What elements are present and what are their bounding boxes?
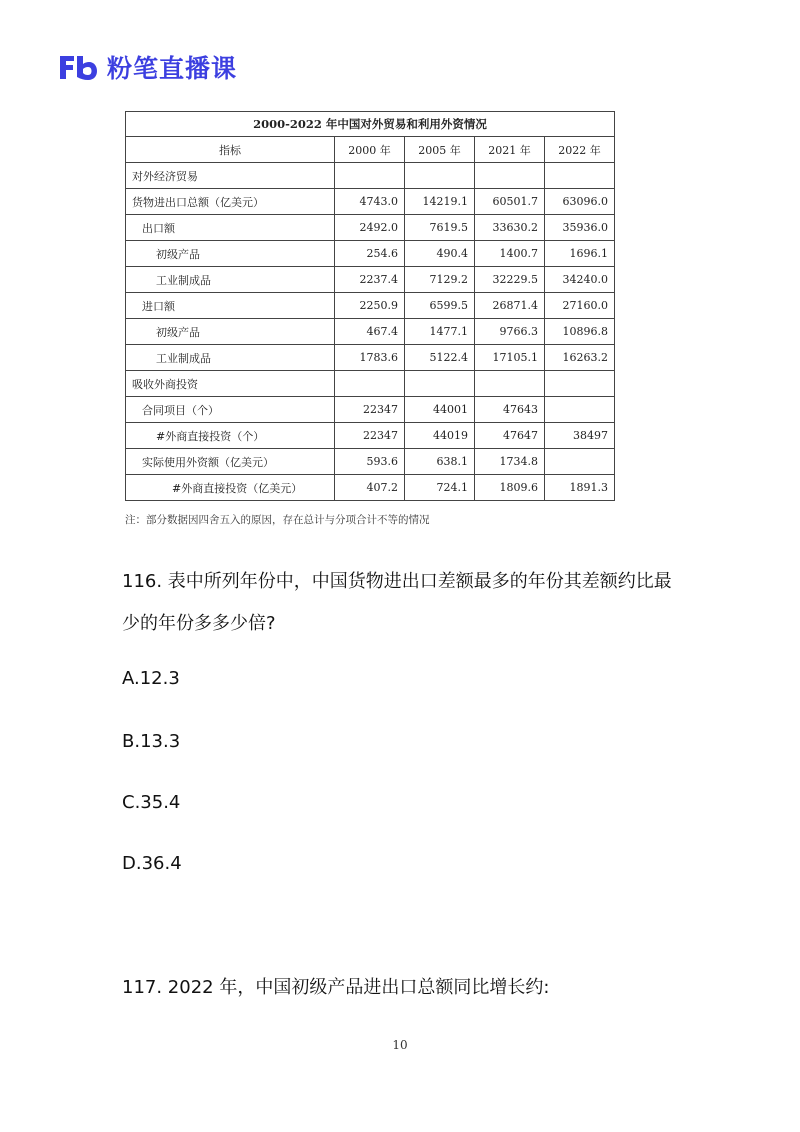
option-b[interactable]: B.13.3	[122, 731, 181, 752]
header-indicator: 指标	[126, 137, 335, 163]
option-a[interactable]: A.12.3	[122, 668, 180, 689]
table-row	[126, 449, 615, 475]
row-label: #外商直接投资（亿美元）	[126, 475, 335, 501]
cell-value: 38497	[545, 423, 615, 449]
table-row	[126, 371, 615, 397]
row-label: #外商直接投资（个）	[126, 423, 335, 449]
cell-value: 4743.0	[335, 189, 405, 215]
cell-value: 34240.0	[545, 267, 615, 293]
table-row	[126, 397, 615, 423]
cell-value	[335, 163, 405, 189]
brand-logo	[57, 50, 237, 84]
row-label: 出口额	[126, 215, 335, 241]
question-116-line1: 116. 表中所列年份中，中国货物进出口差额最多的年份其差额约比最	[122, 571, 672, 592]
cell-value: 2492.0	[335, 215, 405, 241]
page-number: 10	[392, 1038, 408, 1052]
cell-value: 17105.1	[475, 345, 545, 371]
brand-name: 粉笔直播课	[107, 54, 238, 83]
row-label: 货物进出口总额（亿美元）	[126, 189, 335, 215]
table-header-row	[126, 137, 615, 163]
cell-value: 1809.6	[475, 475, 545, 501]
row-label: 进口额	[126, 293, 335, 319]
row-label: 吸收外商投资	[126, 371, 335, 397]
cell-value: 467.4	[335, 319, 405, 345]
stats-table	[125, 111, 615, 501]
cell-value: 33630.2	[475, 215, 545, 241]
stats-table-container	[125, 111, 615, 501]
cell-value: 1477.1	[405, 319, 475, 345]
cell-value	[475, 371, 545, 397]
cell-value: 254.6	[335, 241, 405, 267]
cell-value: 35936.0	[545, 215, 615, 241]
option-d[interactable]: D.36.4	[122, 853, 182, 874]
cell-value: 22347	[335, 397, 405, 423]
option-c[interactable]: C.35.4	[122, 792, 181, 813]
cell-value: 5122.4	[405, 345, 475, 371]
table-row	[126, 293, 615, 319]
row-label: 工业制成品	[126, 267, 335, 293]
row-label: 初级产品	[126, 241, 335, 267]
table-row	[126, 267, 615, 293]
row-label: 对外经济贸易	[126, 163, 335, 189]
table-row	[126, 345, 615, 371]
table-row	[126, 423, 615, 449]
header-2021: 2021 年	[475, 137, 545, 163]
cell-value: 2237.4	[335, 267, 405, 293]
header-2022: 2022 年	[545, 137, 615, 163]
cell-value: 593.6	[335, 449, 405, 475]
cell-value	[335, 371, 405, 397]
cell-value: 1400.7	[475, 241, 545, 267]
cell-value	[405, 163, 475, 189]
row-label: 初级产品	[126, 319, 335, 345]
table-row	[126, 163, 615, 189]
table-row	[126, 241, 615, 267]
cell-value	[475, 163, 545, 189]
cell-value: 22347	[335, 423, 405, 449]
cell-value: 14219.1	[405, 189, 475, 215]
question-117: 117. 2022 年，中国初级产品进出口总额同比增长约:	[122, 977, 550, 998]
cell-value: 32229.5	[475, 267, 545, 293]
cell-value	[545, 371, 615, 397]
cell-value: 26871.4	[475, 293, 545, 319]
cell-value: 1734.8	[475, 449, 545, 475]
table-caption-row	[126, 112, 615, 137]
cell-value: 1891.3	[545, 475, 615, 501]
cell-value: 6599.5	[405, 293, 475, 319]
cell-value: 2250.9	[335, 293, 405, 319]
cell-value	[545, 163, 615, 189]
row-label: 工业制成品	[126, 345, 335, 371]
fb-logo-icon	[57, 52, 99, 82]
cell-value: 1696.1	[545, 241, 615, 267]
cell-value: 10896.8	[545, 319, 615, 345]
table-row	[126, 475, 615, 501]
table-note: 注：部分数据因四舍五入的原因，存在总计与分项合计不等的情况	[125, 514, 430, 526]
cell-value: 44019	[405, 423, 475, 449]
table-row	[126, 319, 615, 345]
cell-value: 16263.2	[545, 345, 615, 371]
cell-value: 27160.0	[545, 293, 615, 319]
question-116-line2: 少的年份多多少倍?	[122, 613, 276, 634]
header-2000: 2000 年	[335, 137, 405, 163]
cell-value: 63096.0	[545, 189, 615, 215]
cell-value: 724.1	[405, 475, 475, 501]
cell-value: 9766.3	[475, 319, 545, 345]
cell-value	[545, 397, 615, 423]
cell-value: 47647	[475, 423, 545, 449]
row-label: 实际使用外资额（亿美元）	[126, 449, 335, 475]
cell-value	[545, 449, 615, 475]
cell-value: 60501.7	[475, 189, 545, 215]
cell-value: 407.2	[335, 475, 405, 501]
cell-value	[405, 371, 475, 397]
cell-value: 7129.2	[405, 267, 475, 293]
cell-value: 7619.5	[405, 215, 475, 241]
table-row	[126, 215, 615, 241]
cell-value: 490.4	[405, 241, 475, 267]
table-row	[126, 189, 615, 215]
row-label: 合同项目（个）	[126, 397, 335, 423]
table-caption: 2000-2022 年中国对外贸易和利用外资情况	[126, 112, 615, 137]
cell-value: 47643	[475, 397, 545, 423]
cell-value: 1783.6	[335, 345, 405, 371]
header-2005: 2005 年	[405, 137, 475, 163]
cell-value: 638.1	[405, 449, 475, 475]
cell-value: 44001	[405, 397, 475, 423]
